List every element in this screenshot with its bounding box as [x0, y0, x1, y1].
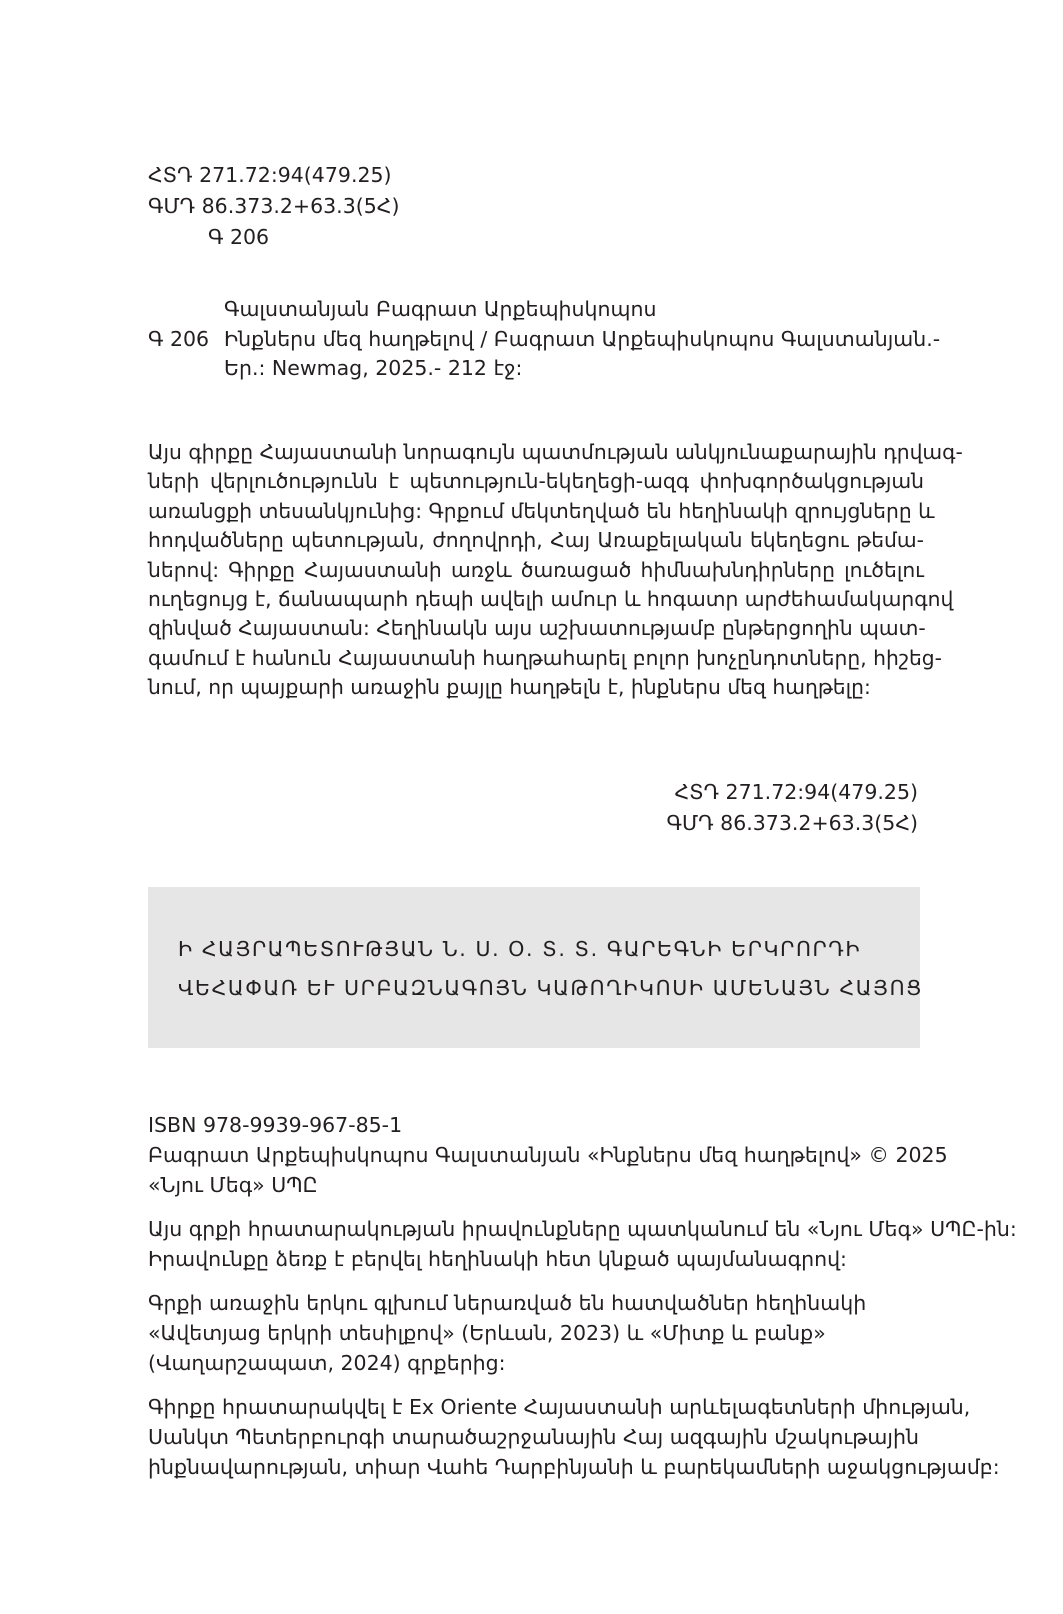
sources-line: (Վաղարշապատ, 2024) գրքերից: [148, 1351, 506, 1375]
support-line: Գիրքը հրատարակվել է Ex Oriente Հայաստանի արևելագետների միության, [148, 1395, 971, 1419]
imprint-section [148, 1110, 1017, 1496]
udc-gmd-code: ԳՄԴ 86.373.2+63.3(5Հ) [666, 811, 918, 835]
sources-line: «Ավետյաց երկրի տեսիլքով» (Երևան, 2023) և «Միտք և բանք» [148, 1321, 826, 1345]
catalog-title: Ինքներս մեզ հաղթելով / Բագրատ Արքեպիսկոպոս Գալստանյան.- [224, 326, 941, 351]
abstract-line: ներով: Գիրքը Հայաստանի առջև ծառացած հիմնախնդիրները լուծելու [148, 557, 924, 582]
udc-classification-top [148, 160, 399, 253]
rights-line: Այս գրքի հրատարակության իրավունքները պատկանում են «Նյու Մեգ» ՍՊԸ-ին: [148, 1217, 1017, 1241]
abstract-line: գամում է հանուն Հայաստանի հաղթահարել բոլոր խոչընդոտները, հիշեց- [148, 645, 942, 670]
abstract-line: առանցքի տեսանկյունից: Գրքում մեկտեղված են հեղինակի զրույցները և [148, 498, 935, 523]
support-paragraph [148, 1392, 1000, 1482]
author-mark: Գ 206 [208, 225, 270, 249]
sources-line: Գրքի առաջին երկու գլխում ներառված են հատվածներ հեղինակի [148, 1291, 867, 1315]
dedication-box [148, 887, 924, 1048]
udc-classification-bottom [667, 777, 918, 839]
rights-line: Իրավունքը ձեռք է բերվել հեղինակի հետ կնքած պայմանագրով: [148, 1247, 847, 1271]
rights-paragraph [148, 1214, 1017, 1274]
isbn: ISBN 978-9939-967-85-1 [148, 1113, 403, 1137]
catalog-author: Գալստանյան Բագրատ Արքեպիսկոպոս [224, 297, 657, 321]
abstract-line: ուղեցույց է, ճանապարհ դեպի ավելի ամուր և հոգատր արժեհամակարգով [148, 587, 954, 612]
abstract-paragraph [148, 438, 963, 703]
dedication-line: ՎԵՀԱՓԱՌ ԵՒ ՍՐԲԱԶՆԱԳՈՅՆ ԿԱԹՈՂԻԿՈՍԻ ԱՄԵՆԱՅՆ ՀԱՅՈՑ [178, 976, 924, 1000]
abstract-line: հոդվածները պետության, ժողովրդի, Հայ Առաքելական եկեղեցու թեմա- [148, 528, 924, 553]
catalog-entry-text [224, 295, 940, 384]
abstract-line: Այս գիրքը Հայաստանի նորագույն պատմության անկյունաքարային դրվագ- [148, 440, 963, 464]
abstract-line: զինված Հայաստան: Հեղինակն այս աշխատությամբ ընթերցողին պատ- [148, 616, 926, 641]
abstract-line: ների վերլուծությունն է պետություն-եկեղեցի-ազգ փոխգործակցության [148, 469, 924, 494]
copyright-line: Բագրատ Արքեպիսկոպոս Գալստանյան «Ինքներս մեզ հաղթելով» © 2025 [148, 1143, 948, 1167]
support-line: Սանկտ Պետերբուրգի տարածաշրջանային Հայ ազգային մշակութային [148, 1425, 919, 1449]
udc-gmd-code: ԳՄԴ 86.373.2+63.3(5Հ) [148, 194, 400, 218]
catalog-publication: Եր.: Newmag, 2025.- 212 էջ: [224, 356, 523, 380]
udc-hdt-code: ՀՏԴ 271.72:94(479.25) [148, 163, 392, 187]
catalog-code: Գ 206 [148, 327, 210, 351]
abstract-line: նում, որ պայքարի առաջին քայլը հաղթելն է, ինքներս մեզ հաղթելը: [148, 675, 871, 700]
dedication-line: Ի ՀԱՅՐԱՊԵՏՈՒԹՅԱՆ Ն. Ս. Օ. Տ. Տ. ԳԱՐԵԳՆԻ ԵՐԿՐՈՐԴԻ [178, 937, 862, 961]
sources-paragraph [148, 1288, 938, 1378]
support-line: ինքնավարության, տիար Վահե Դարբինյանի և բարեկամների աջակցությամբ: [148, 1455, 1000, 1479]
copyright-block [148, 1110, 948, 1200]
publisher-name: «Նյու Մեգ» ՍՊԸ [148, 1173, 318, 1197]
udc-hdt-code: ՀՏԴ 271.72:94(479.25) [674, 780, 918, 804]
